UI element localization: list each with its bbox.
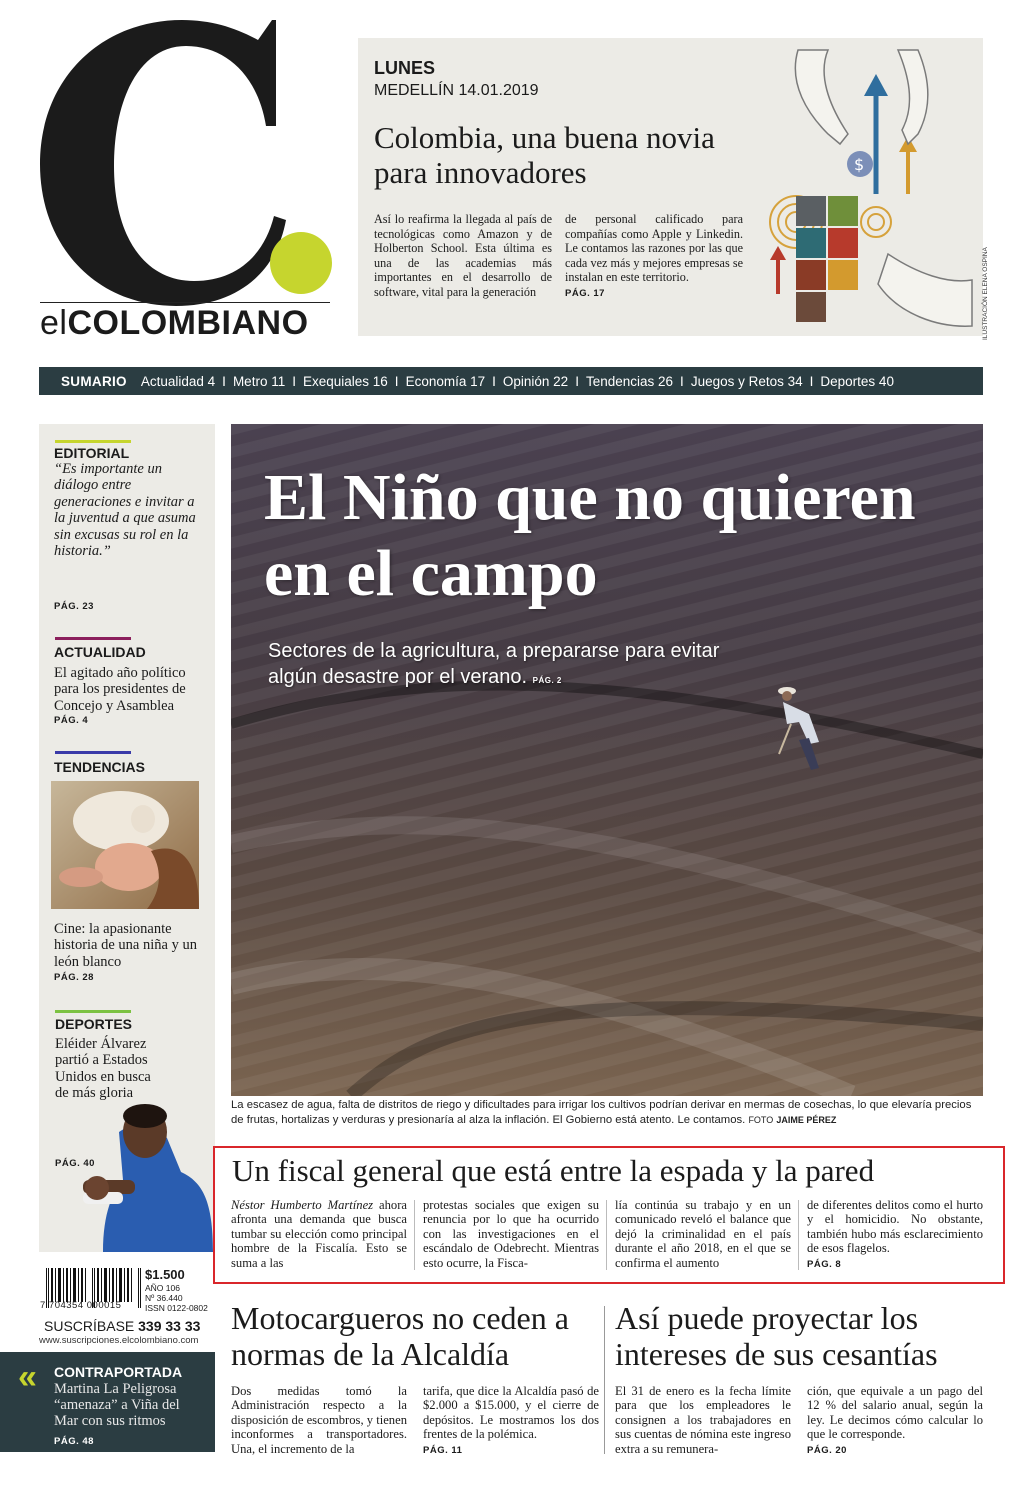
logo-rule bbox=[40, 302, 330, 303]
tendencias-page-ref[interactable]: PÁG. 28 bbox=[54, 972, 94, 983]
sumario-separator: I bbox=[292, 373, 296, 389]
sumario-separator: I bbox=[680, 373, 684, 389]
hero-subtitle bbox=[268, 638, 738, 694]
hero-caption-text: La escasez de agua, falta de distritos de riego y dificultades para irrigar los cultivos podrían derivar en mermas de cosechas, lo que elevaría precios de frutas, hortalizas y verduras y presionaría al alza la inflación. El Gobierno está atento. Le contamos. bbox=[231, 1099, 972, 1126]
edition-issn: ISSN 0122-0802 bbox=[145, 1303, 208, 1313]
hero-subtitle-text: Sectores de la agricultura, a prepararse para evitar algún desastre por el verano. bbox=[268, 640, 720, 688]
fiscal-body-col1-text: ahora afronta una demanda que busca tumbar su elección como principal hombre de la Fiscalía. Esto se suma a las bbox=[231, 1198, 407, 1270]
actualidad-page-ref[interactable]: PÁG. 4 bbox=[54, 715, 89, 726]
deportes-text[interactable]: Eléider Álvarez partió a Estados Unidos en busca de más gloria bbox=[55, 1036, 151, 1102]
sumario-separator: I bbox=[575, 373, 579, 389]
sumario-item-metro[interactable]: Metro 11 bbox=[232, 373, 286, 389]
boxer-photo[interactable] bbox=[83, 1092, 213, 1252]
cesantias-body-col2-text: ción, que equivale a un pago del 12 % del salario anual, según la ley. Le decimos cómo calcular lo que le corresponde. bbox=[807, 1384, 983, 1442]
sumario-item-deportes[interactable]: Deportes 40 bbox=[820, 373, 894, 389]
photo-credit-label: FOTO bbox=[748, 1114, 774, 1125]
editorial-rule bbox=[55, 440, 131, 443]
sumario-separator: I bbox=[222, 373, 226, 389]
brand-prefix: el bbox=[40, 304, 68, 342]
tendencias-text[interactable]: Cine: la apasionante historia de una niña y un león blanco bbox=[54, 921, 197, 970]
actualidad-rule bbox=[55, 637, 131, 640]
illustration-credit: ILUSTRACIÓN ELENA OSPINA bbox=[982, 247, 989, 340]
moto-headline[interactable]: Motocargueros no ceden a normas de la Alcaldía bbox=[231, 1300, 569, 1372]
tendencias-label: TENDENCIAS bbox=[54, 759, 146, 775]
fiscal-page-ref[interactable]: PÁG. 8 bbox=[807, 1258, 842, 1270]
subscribe-label: SUSCRÍBASE bbox=[44, 1318, 135, 1334]
actualidad-label: ACTUALIDAD bbox=[54, 644, 146, 660]
hero-caption bbox=[231, 1098, 983, 1127]
teaser-headline[interactable]: Colombia, una buena novia para innovadores bbox=[374, 120, 715, 190]
sumario-item-exequiales[interactable]: Exequiales 16 bbox=[302, 373, 388, 389]
quote-mark-icon: « bbox=[18, 1358, 37, 1396]
edition-year: AÑO 106 bbox=[145, 1283, 180, 1293]
teaser-body-col2 bbox=[565, 212, 743, 302]
teaser-body-col1: Así lo reafirma la llegada al país de tecnológicas como Amazon y de Holberton School. Esta última es una de las academias más importantes en el desarrollo de software, vital para la generación bbox=[374, 212, 552, 299]
svg-text:$: $ bbox=[854, 155, 865, 174]
photo-credit: JAIME PÉREZ bbox=[776, 1114, 837, 1125]
deportes-page-ref[interactable]: PÁG. 40 bbox=[55, 1158, 95, 1169]
sumario-item-actualidad[interactable]: Actualidad 4 bbox=[140, 373, 216, 389]
contraportada-box[interactable] bbox=[0, 1352, 215, 1452]
cesantias-body-col1: El 31 de enero es la fecha límite para que los empleadores le consignen a los trabajadores en sus cuentas de nómina este ingreso extra a su remunera- bbox=[615, 1384, 791, 1456]
contraportada-label: CONTRAPORTADA bbox=[54, 1364, 183, 1380]
deportes-label: DEPORTES bbox=[55, 1016, 133, 1032]
subscribe-phone[interactable]: 339 33 33 bbox=[138, 1318, 201, 1334]
sumario-item-opinion[interactable]: Opinión 22 bbox=[502, 373, 569, 389]
fiscal-headline[interactable]: Un fiscal general que está entre la espada y la pared bbox=[232, 1153, 875, 1188]
fiscal-body-col3: lía continúa su trabajo y en un comunicado reveló el balance que dejó la criminalidad en el país durante el año 2018, en el que se confirma el aumento bbox=[615, 1198, 791, 1270]
brand-name: COLOMBIANO bbox=[67, 304, 309, 342]
subscribe-line[interactable] bbox=[44, 1318, 200, 1334]
price: $1.500 bbox=[145, 1267, 185, 1282]
teaser-page-ref[interactable]: PÁG. 17 bbox=[565, 287, 605, 299]
sumario-label: SUMARIO bbox=[61, 373, 127, 389]
actualidad-text[interactable]: El agitado año político para los presidentes de Concejo y Asamblea bbox=[54, 665, 186, 714]
fiscal-body-col4-text: de diferentes delitos como el hurto y el homicidio. No obstante, también hubo más esclarecimiento de esos flagelos. bbox=[807, 1198, 983, 1256]
cesantias-page-ref[interactable]: PÁG. 20 bbox=[807, 1444, 847, 1456]
fiscal-body-col2: protestas sociales que exigen su renuncia por lo que ha ocurrido con las investigaciones en el escándalo de Odebrecht. Mientras esto ocurre, la Fisca- bbox=[423, 1198, 599, 1270]
girl-lion-photo[interactable] bbox=[51, 781, 199, 909]
moto-page-ref[interactable]: PÁG. 11 bbox=[423, 1444, 463, 1456]
sumario-separator: I bbox=[394, 373, 399, 389]
edition-number: Nº 36.440 bbox=[145, 1293, 183, 1303]
contraportada-text[interactable]: Martina La Peligrosa “amenaza” a Viña del Mar con sus ritmos bbox=[54, 1381, 180, 1429]
editorial-quote[interactable]: “Es importante un diálogo entre generaciones e invitar a la juventud a que asuma sin excusas su rol en la historia.” bbox=[54, 461, 196, 560]
fiscal-body-col1 bbox=[231, 1198, 407, 1270]
barcode-digits: 7 704354 000015 bbox=[40, 1300, 122, 1311]
edition-day: LUNES bbox=[374, 58, 436, 78]
column-rule bbox=[414, 1200, 415, 1270]
hero-page-ref[interactable]: PÁG. 2 bbox=[532, 676, 562, 685]
subscribe-url[interactable]: www.suscripciones.elcolombiano.com bbox=[39, 1335, 199, 1346]
hero-headline[interactable]: El Niño que no quieren en el campo bbox=[264, 461, 916, 610]
contraportada-page-ref[interactable]: PÁG. 48 bbox=[54, 1436, 94, 1447]
teaser-body-text: de personal calificado para compañías como Apple y Linkedin. Le contamos las razones por las que cada vez más y mejores empresas se instalan en este territorio. bbox=[565, 212, 743, 285]
fiscal-body-col4 bbox=[807, 1198, 983, 1272]
column-rule bbox=[798, 1200, 799, 1270]
column-rule bbox=[606, 1200, 607, 1270]
sumario-item-tendencias[interactable]: Tendencias 26 bbox=[585, 373, 674, 389]
hands-growth-illustration bbox=[758, 44, 973, 334]
editorial-page-ref[interactable]: PÁG. 23 bbox=[54, 601, 94, 612]
tendencias-rule bbox=[55, 751, 131, 754]
moto-body-col1: Dos medidas tomó la Administración respecto a la disposición de escombros, y tienen inconformes a transportadores. Una, el incremento de la bbox=[231, 1384, 407, 1456]
edition-dateline: MEDELLÍN 14.01.2019 bbox=[374, 82, 539, 99]
moto-body-col2 bbox=[423, 1384, 599, 1458]
moto-body-col2-text: tarifa, que dice la Alcaldía pasó de $2.000 a $15.000, y el cierre de depósitos. Le mostramos los dos frentes de la polémica. bbox=[423, 1384, 599, 1442]
cesantias-headline[interactable]: Así puede proyectar los intereses de sus cesantías bbox=[615, 1300, 938, 1372]
sumario-separator: I bbox=[492, 373, 496, 389]
sumario-item-juegos[interactable]: Juegos y Retos 34 bbox=[690, 373, 803, 389]
editorial-label: EDITORIAL bbox=[54, 445, 130, 461]
fiscal-author: Néstor Humberto Martínez bbox=[231, 1198, 374, 1212]
sumario-bar bbox=[39, 367, 983, 395]
deportes-rule bbox=[55, 1010, 131, 1013]
cesantias-body-col2 bbox=[807, 1384, 983, 1458]
logo-dot bbox=[270, 232, 332, 294]
story-divider bbox=[604, 1306, 605, 1454]
left-sidebar bbox=[39, 424, 215, 1252]
edition-info bbox=[145, 1283, 208, 1313]
logo-wordmark[interactable] bbox=[40, 304, 309, 343]
top-teaser[interactable] bbox=[358, 38, 983, 336]
sumario-item-economia[interactable]: Economía 17 bbox=[405, 373, 486, 389]
sumario-separator: I bbox=[809, 373, 814, 389]
